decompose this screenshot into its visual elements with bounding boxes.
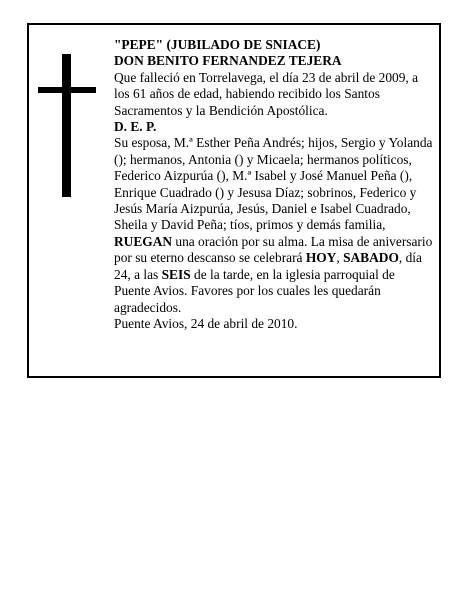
request-text-3: , día 24, a las: [114, 250, 422, 282]
request-text-4: de la tarde, en la iglesia parroquial de Puente Avios. Favores por los cuales les quedarán agradecidos.: [114, 266, 395, 315]
seis-word: SEIS: [161, 266, 191, 282]
ruegan-word: RUEGAN: [114, 233, 173, 249]
mass-request: [114, 234, 434, 316]
dep-line: D. E. P.: [114, 119, 157, 135]
request-text-2: ,: [336, 250, 344, 266]
cross-icon: [62, 54, 71, 197]
cross-icon-bar: [38, 87, 96, 93]
request-text-1: una oración por su alma. La misa de aniversario por su eterno descanso se celebrará: [114, 233, 433, 266]
hoy-word: HOY: [305, 250, 337, 266]
family-list: Su esposa, M.ª Esther Peña Andrés; hijos, Sergio y Yolanda (); hermanos, Antonia () y Micaela; hermanos políticos, Federico Aizpurúa (), M.ª Isabel y José Manuel Peña (), Enrique Cuadrado () y Jesusa Díaz; sobrinos, Federico y Jesús María Aizpurúa, Jesús, Daniel e Isabel Cuadrado, Sheila y David Peña; tíos, primos y demás familia,: [114, 135, 433, 233]
obituary-text: [114, 37, 434, 332]
place-date: Puente Avios, 24 de abril de 2010.: [114, 315, 298, 331]
deceased-name: DON BENITO FERNANDEZ TEJERA: [114, 53, 342, 69]
death-notice: Que falleció en Torrelavega, el día 23 de abril de 2009, a los 61 años de edad, habiendo recibido los Santos Sacramentos y la Bendición Apostólica.: [114, 69, 419, 118]
nickname-line: "PEPE" (JUBILADO DE SNIACE): [114, 37, 321, 52]
sabado-word: SABADO: [343, 250, 399, 266]
